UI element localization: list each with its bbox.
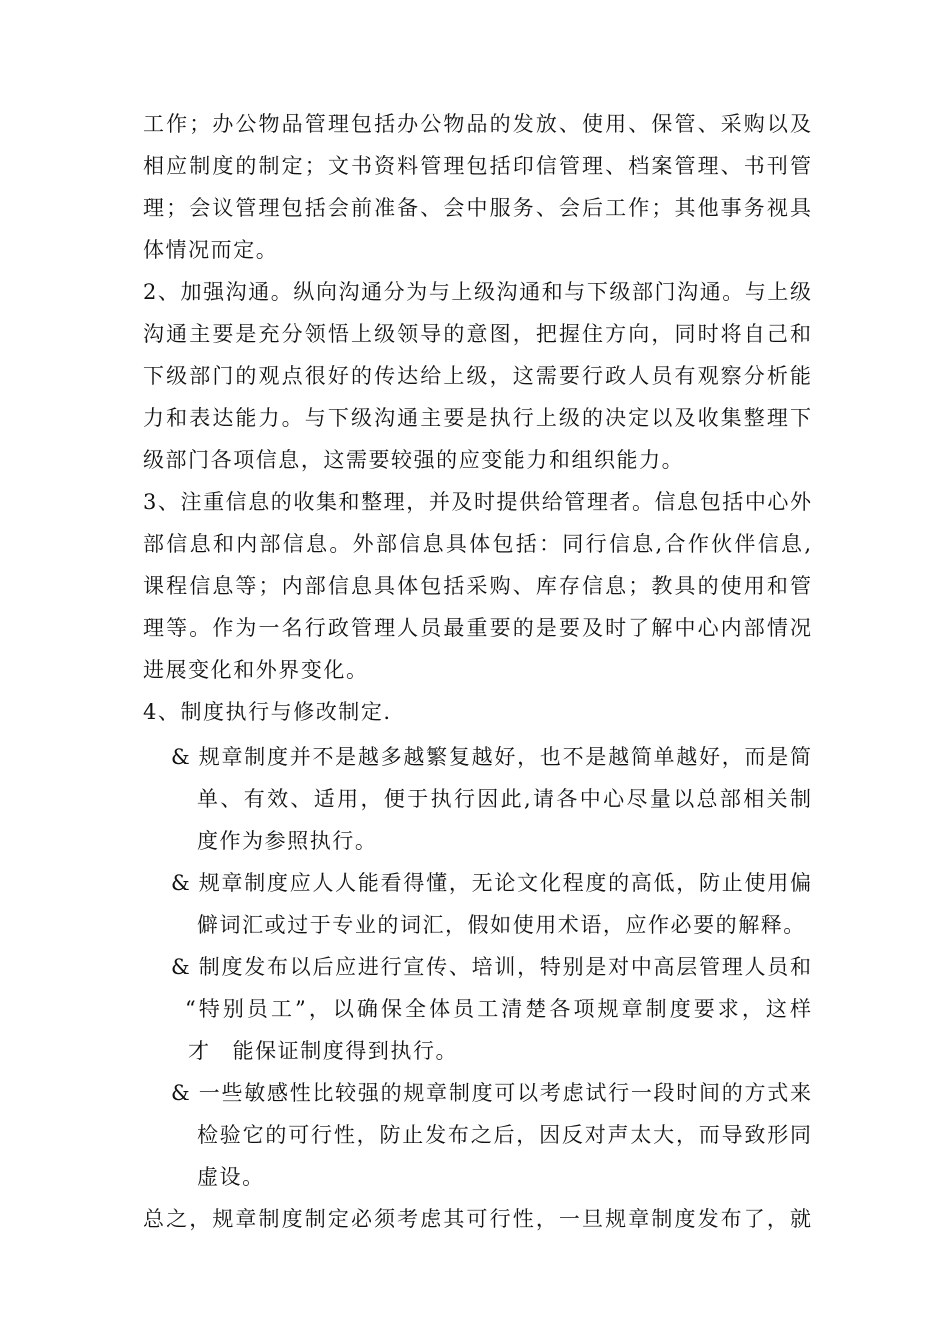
item4-heading: 4、制度执行与修改制定. (143, 700, 392, 724)
conclusion-line-1: 总之，规章制度制定必须考虑其可行性，一旦规章制度发布了，就 (143, 1207, 811, 1231)
item2-line-2: 沟通主要是充分领悟上级领导的意图，把握住方向，同时将自己和 (143, 322, 811, 346)
bullet-4-text: 一些敏感性比较强的规章制度可以考虑试行一段时间的方式来 (197, 1081, 811, 1105)
bullet-2-first-line (171, 868, 811, 898)
intro-line-1: 工作；办公物品管理包括办公物品的发放、使用、保管、采购以及 (143, 112, 811, 136)
bullet-1-line-3: 度作为参照执行。 (197, 829, 378, 853)
intro-line-2: 相应制度的制定；文书资料管理包括印信管理、档案管理、书刊管 (143, 154, 811, 178)
bullet-3-line-2: “特别员工”，以确保全体员工清楚各项规章制度要求，这样 (185, 997, 811, 1021)
bullet-4-first-line (171, 1078, 811, 1108)
bullet-3-tail-prefix: 才 (188, 1039, 211, 1063)
item2-line-4: 力和表达能力。与下级沟通主要是执行上级的决定以及收集整理下 (143, 406, 811, 430)
bullet-3-text: 制度发布以后应进行宣传、培训，特别是对中高层管理人员和 (197, 955, 811, 979)
item3-line-1: 3、注重信息的收集和整理，并及时提供给管理者。信息包括中心外 (143, 490, 811, 514)
item2-line-3: 下级部门的观点很好的传达给上级，这需要行政人员有观察分析能 (143, 364, 811, 388)
bullet-3-first-line (171, 952, 811, 982)
item2-line-5: 级部门各项信息，这需要较强的应变能力和组织能力。 (143, 448, 685, 472)
bullet-2-line-2: 僻词汇或过于专业的词汇，假如使用术语，应作必要的解释。 (197, 913, 806, 937)
bullet-marker: & (171, 745, 190, 769)
bullet-1-first-line (171, 742, 811, 772)
bullet-1-line-2: 单、有效、适用，便于执行因此,请各中心尽量以总部相关制 (197, 787, 811, 811)
bullet-4-line-3: 虚设。 (197, 1165, 265, 1189)
item2-line-1: 2、加强沟通。纵向沟通分为与上级沟通和与下级部门沟通。与上级 (143, 280, 811, 304)
item3-line-3: 课程信息等；内部信息具体包括采购、库存信息；教具的使用和管 (143, 574, 811, 598)
bullet-2-text: 规章制度应人人能看得懂，无论文化程度的高低，防止使用偏 (197, 871, 811, 895)
bullet-marker: & (171, 955, 190, 979)
bullet-4-line-2: 检验它的可行性，防止发布之后，因反对声太大，而导致形同 (197, 1123, 811, 1147)
item3-line-2: 部信息和内部信息。外部信息具体包括：同行信息,合作伙伴信息, (143, 532, 811, 556)
intro-line-4: 体情况而定。 (143, 238, 279, 262)
bullet-1-text: 规章制度并不是越多越繁复越好，也不是越简单越好，而是简 (197, 745, 811, 769)
intro-line-3: 理；会议管理包括会前准备、会中服务、会后工作；其他事务视具 (143, 196, 811, 220)
item3-line-4: 理等。作为一名行政管理人员最重要的是要及时了解中心内部情况 (143, 616, 811, 640)
bullet-3-tail: 能保证制度得到执行。 (232, 1039, 459, 1063)
bullet-3-line-3 (188, 1036, 458, 1066)
item3-line-5: 进展变化和外界变化。 (143, 658, 369, 682)
bullet-marker: & (171, 1081, 190, 1105)
bullet-marker: & (171, 871, 190, 895)
